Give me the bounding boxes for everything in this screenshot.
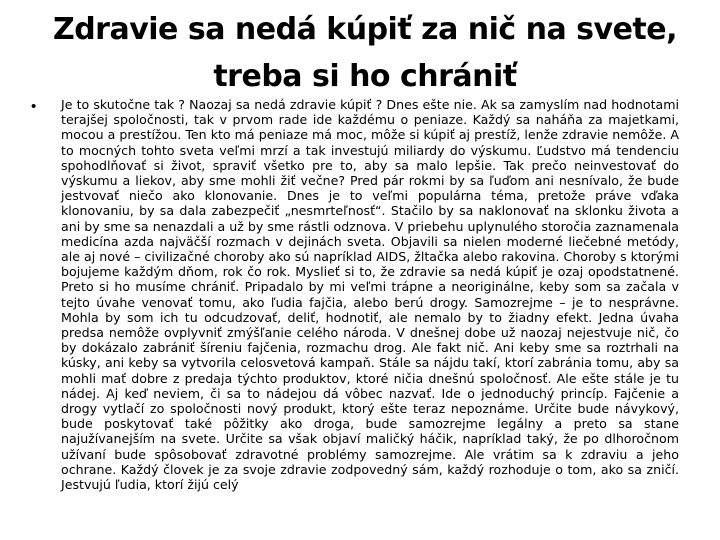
slide-title: Zdravie sa nedá kúpiť za nič na svete, treba si ho chrániť — [52, 12, 678, 94]
bullet-marker: • — [31, 98, 37, 115]
body-paragraph: Je to skutočne tak ? Naozaj sa nedá zdravie kúpiť ? Dnes ešte nie. Ak sa zamyslím nad hodnotami terajšej spoločnosti, tak v prvom rade ide každému o peniaze. Každý sa naháňa za majetkami, mocou a prestížou. Ten kto má peniaze má moc, môže si kúpiť aj prestíž, lenže zdravie nemôže. A to mocných tohto sveta veľmi mrzí a tak investujú miliardy do výskumu. Ľudstvo má tendenciu spohodlňovať si život, spraviť všetko pre to, aby sa malo lepšie. Tak prečo neinvestovať do výskumu a liekov, aby sme mohli žiť večne? Pred pár rokmi by sa ľuďom ani nesnívalo, že bude jestvovať niečo ako klonovanie. Dnes je to veľmi populárna téma, pretože práve vďaka klonovaniu, by sa dala zabezpečiť „nesmrteľnosť“. Stačilo by sa naklonovať na sklonku života a ani by sme sa nenazdali a už by sme rástli odznova. V priebehu uplynulého storočia zaznamenala medicína azda najväčší rozmach v dejinách sveta. Objavili sa nielen moderné liečebné metódy, ale aj nové – civilizačné choroby ako sú napríklad AIDS, žltačka alebo rakovina. Choroby s ktorými bojujeme každým dňom, rok čo rok. Myslieť si to, že zdravie sa nedá kúpiť je ozaj opodstatnené. Preto si ho musíme chrániť. Pripadalo by mi veľmi trápne a neoriginálne, keby som sa začala v tejto úvahe venovať tomu, ako ľudia fajčia, alebo berú drogy. Samozrejme – je to nesprávne. Mohla by som ich tu odcudzovať, deliť, hodnotiť, ale nemalo by to žiadny efekt. Jedna úvaha predsa nemôže ovplyvniť zmýšľanie celého národa. V dnešnej dobe už naozaj nejestvuje nič, čo by dokázalo zabrániť šíreniu fajčenia, rozmachu drog. Ale fakt nič. Ani keby sme sa roztrhali na kúsky, ani keby sa vytvorila celosvetová kampaň. Stále sa nájdu takí, ktorí zabránia tomu, aby sa mohli mať dobre z predaja týchto produktov, ktoré ničia dnešnú spoločnosť. Ale ešte stále je tu nádej. Aj keď neviem, či sa to nádejou dá vôbec nazvať. Ide o jednoduchý princíp. Fajčenie a drogy vytlačí zo spoločnosti nový produkt, ktorý ešte teraz nepoznáme. Určite bude návykový, bude poskytovať také pôžitky ako droga, bude samozrejme legálny a preto sa stane najužívanejším na svete. Určite sa však objaví maličký háčik, napríklad taký, že po dlhoročnom užívaní bude spôsobovať zdravotné problémy samozrejme. Ale vrátim sa k zdraviu a jeho ochrane. Každý človek je za svoje zdravie zodpovedný sám, každý rozhoduje o tom, ako sa zničí. Jestvujú ľudia, ktorí žijú celý — [61, 97, 679, 493]
